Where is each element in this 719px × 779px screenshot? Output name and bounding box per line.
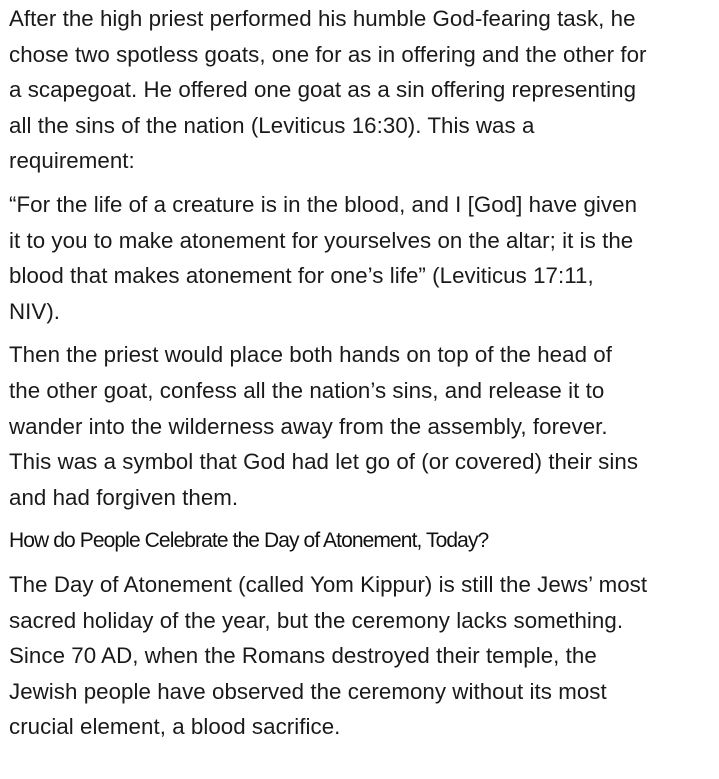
text-line: Since 70 AD, when the Romans destroyed their temple, the — [9, 643, 597, 669]
text-line: crucial element, a blood sacrifice. — [9, 714, 341, 740]
text-line: Then the priest would place both hands on top of the head of — [9, 342, 612, 368]
text-line: the other goat, confess all the nation’s sins, and release it to — [9, 377, 605, 403]
scripture-quote — [9, 187, 713, 329]
paragraph-spacer — [9, 179, 713, 187]
document-page — [9, 0, 713, 745]
paragraph-spacer — [9, 515, 713, 523]
text-line: “For the life of a creature is in the blood, and I [God] have given — [9, 191, 638, 217]
section-heading: How do People Celebrate the Day of Atonement, Today? — [9, 529, 489, 553]
paragraph-spacer — [9, 329, 713, 337]
text-line: sacred holiday of the year, but the ceremony lacks something. — [9, 607, 624, 633]
text-line: After the high priest performed his humble God-fearing task, he — [9, 6, 636, 31]
text-line: blood that makes atonement for one’s life” (Leviticus 17:11, — [9, 263, 594, 289]
text-line: and had forgiven them. — [9, 484, 239, 510]
paragraph-spacer — [9, 559, 713, 567]
text-line: all the sins of the nation (Leviticus 16:30). This was a — [9, 112, 535, 138]
text-line: requirement: — [9, 148, 135, 174]
paragraph-high-priest — [9, 1, 713, 179]
text-line: NIV). — [9, 298, 61, 324]
text-line: wander into the wilderness away from the assembly, forever. — [9, 413, 608, 439]
text-line: This was a symbol that God had let go of (or covered) their sins — [9, 449, 639, 475]
paragraph-yom-kippur — [9, 567, 713, 745]
paragraph-scapegoat — [9, 337, 713, 515]
text-line: The Day of Atonement (called Yom Kippur) is still the Jews’ most — [9, 571, 648, 597]
text-line: a scapegoat. He offered one goat as a sin offering representing — [9, 77, 637, 103]
text-line: Jewish people have observed the ceremony without its most — [9, 678, 607, 704]
text-line: chose two spotless goats, one for as in offering and the other for — [9, 41, 647, 67]
text-line: it to you to make atonement for yourselves on the altar; it is the — [9, 227, 634, 253]
